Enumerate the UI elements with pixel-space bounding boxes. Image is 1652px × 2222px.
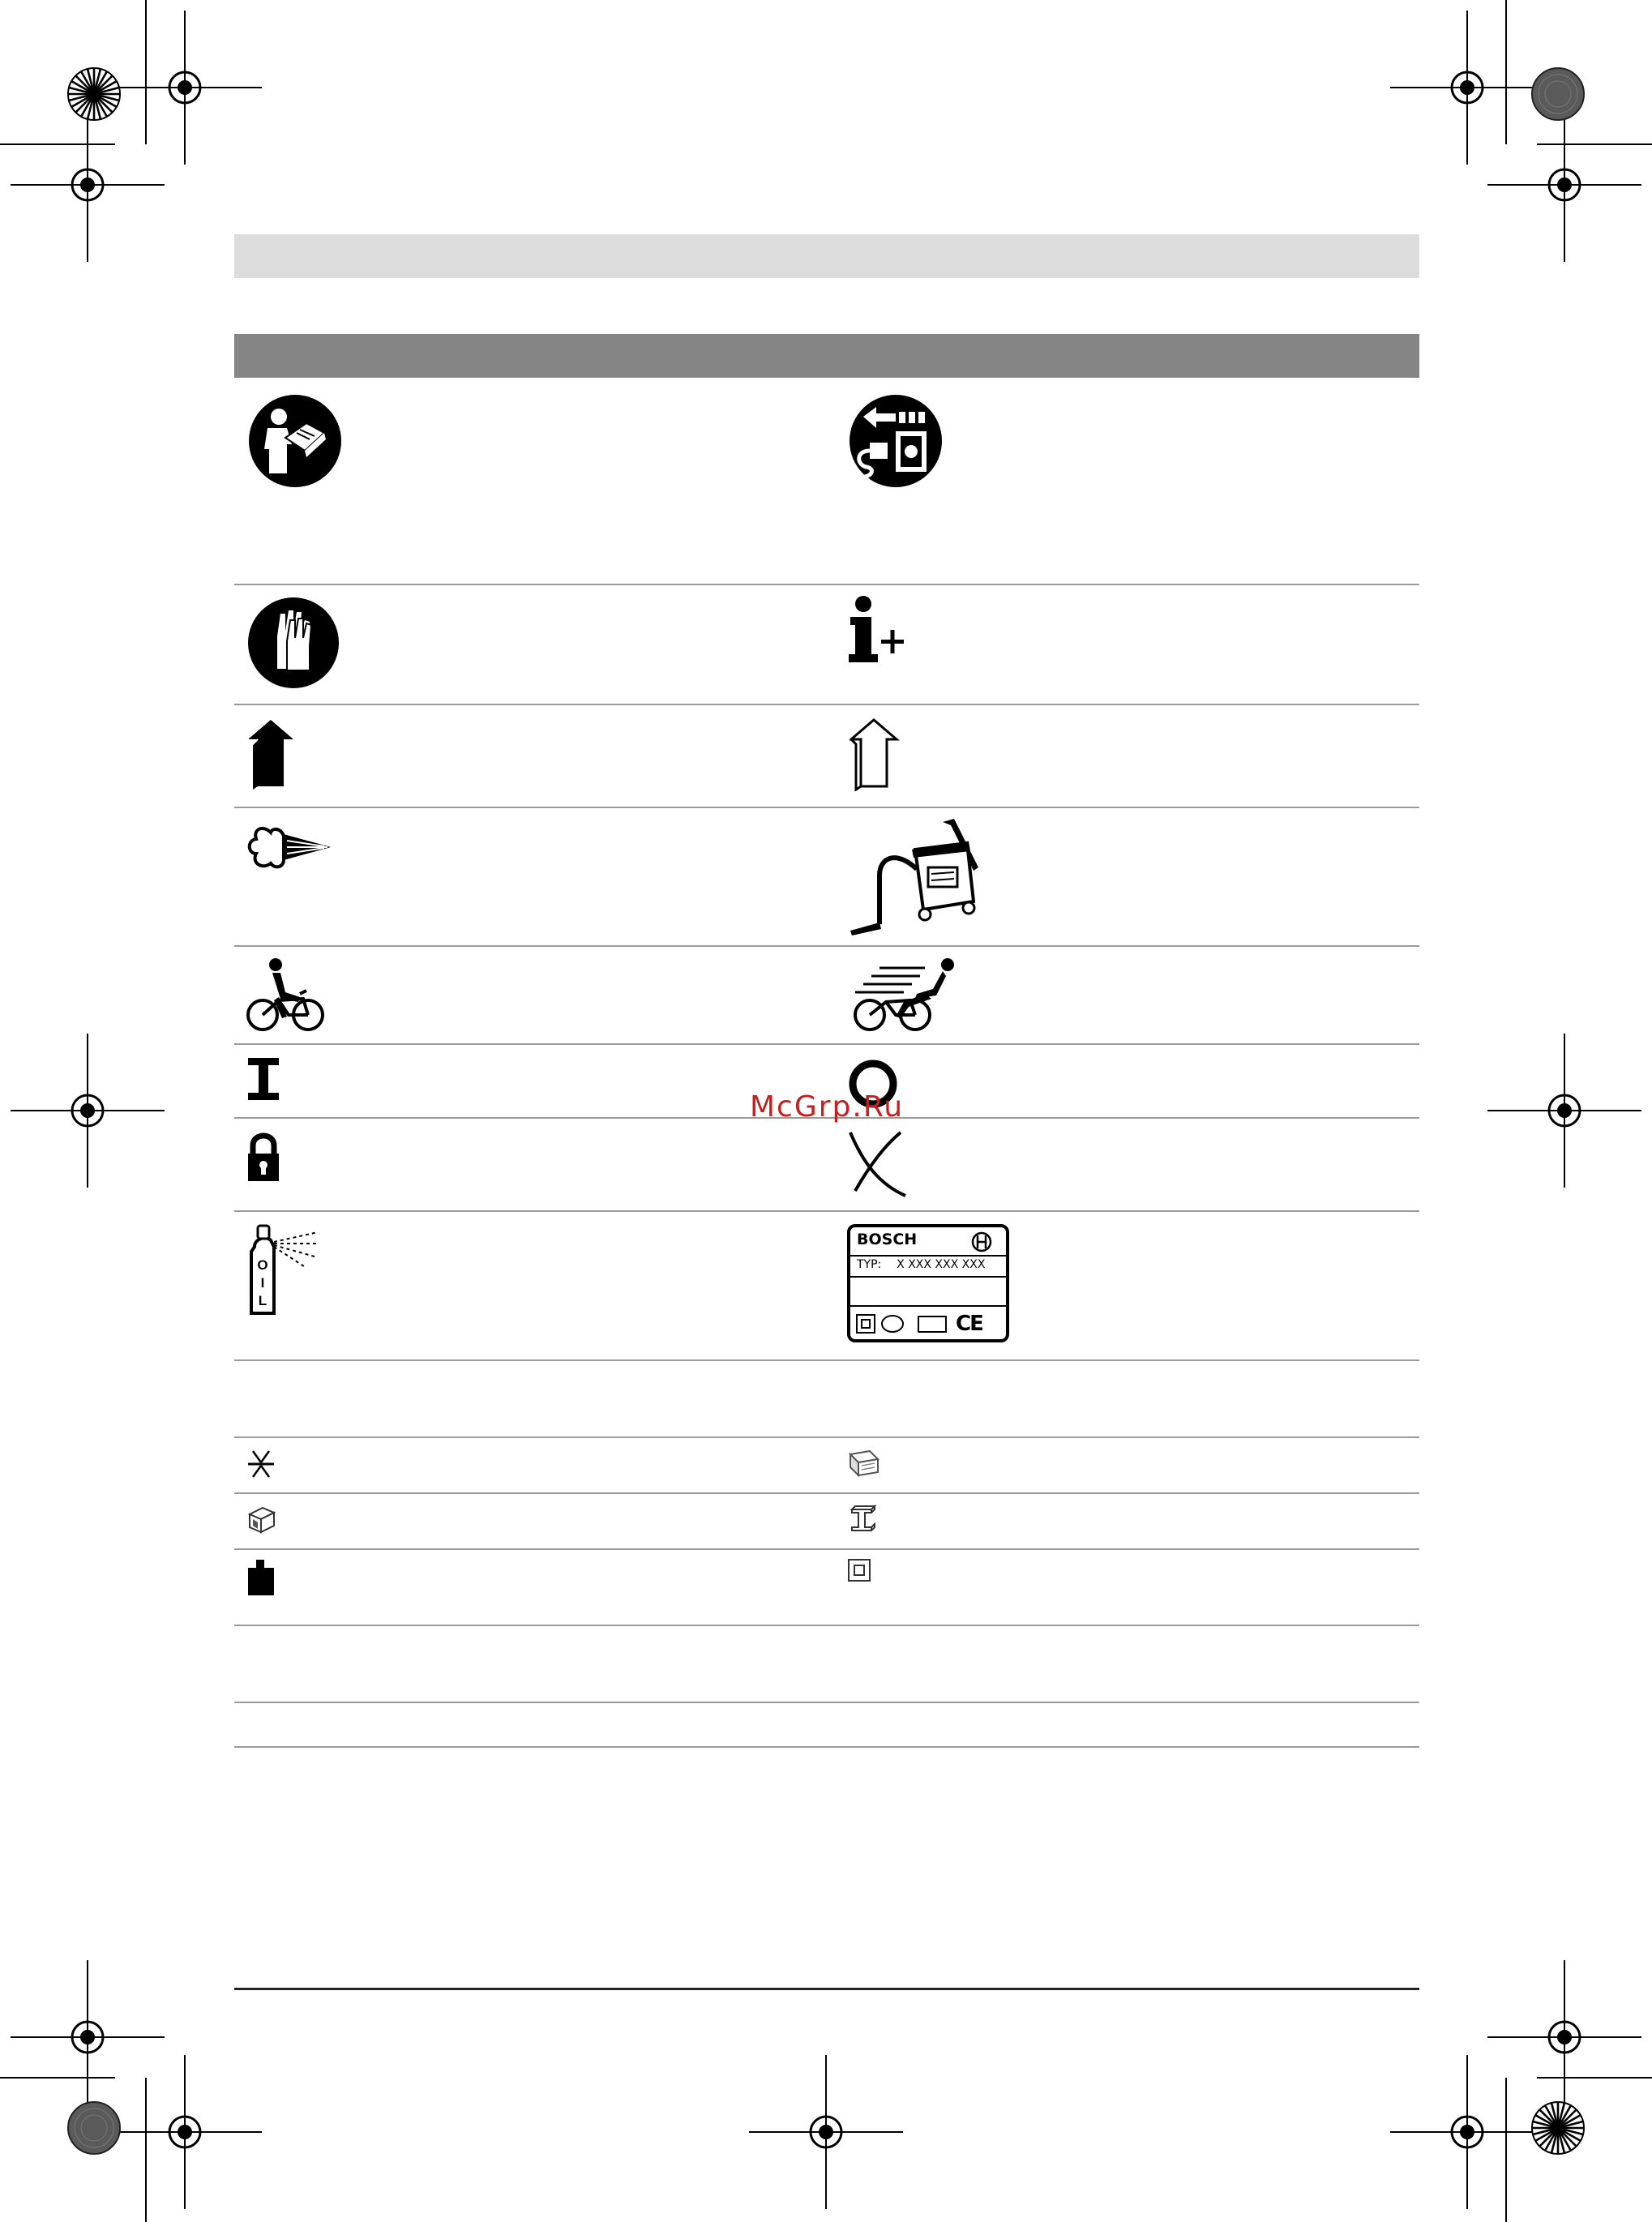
row-divider (234, 1359, 1419, 1361)
cutting-width-icon (246, 1448, 276, 1480)
ce-mark: CE (956, 1312, 982, 1336)
section-heading-bar (234, 334, 1419, 378)
outline-up-arrow-icon (850, 718, 900, 791)
rating-plate-brand: BOSCH (857, 1231, 918, 1248)
row-divider (234, 1210, 1419, 1212)
row-divider (234, 704, 1419, 705)
cross-icon (847, 1131, 909, 1199)
row-divider (234, 1043, 1419, 1045)
wood-cutting-icon (847, 1448, 881, 1479)
oil-spray-icon (246, 1222, 321, 1318)
row-divider (234, 1746, 1419, 1748)
row-divider (234, 807, 1419, 808)
unplug-icon (847, 392, 944, 490)
rating-plate-icon (847, 1224, 1009, 1342)
oil-letter: L (258, 1293, 267, 1308)
vacuum-cleaner-icon (847, 817, 985, 937)
dust-blast-icon (246, 823, 334, 873)
rating-plate-type-value: X XXX XXX XXX (897, 1258, 986, 1271)
header-bar-light (234, 234, 1419, 278)
row-divider (234, 1702, 1419, 1703)
oil-letter: O (257, 1257, 268, 1273)
rating-plate-type-label: TYP: (857, 1258, 882, 1271)
fast-cyclist-icon (847, 957, 961, 1034)
oil-letter: I (260, 1275, 265, 1291)
info-plus-icon (847, 596, 912, 666)
row-divider (234, 1548, 1419, 1550)
weight-icon (246, 1558, 276, 1599)
bosch-armature-icon (970, 1231, 993, 1253)
metal-cutting-icon (246, 1505, 279, 1535)
double-insulation-icon (847, 1558, 873, 1584)
row-divider (234, 945, 1419, 947)
row-divider (234, 1492, 1419, 1494)
on-switch-icon (246, 1056, 280, 1102)
filled-up-arrow-icon (246, 718, 297, 791)
read-manual-icon (246, 392, 344, 490)
steel-beam-icon (847, 1505, 879, 1535)
row-divider (234, 1625, 1419, 1626)
watermark: McGrp.Ru (750, 1090, 905, 1124)
row-divider (234, 584, 1419, 585)
lock-icon (246, 1131, 280, 1183)
slow-cyclist-icon (246, 957, 324, 1034)
footer-rule (234, 1988, 1419, 1990)
gloves-icon (246, 596, 340, 690)
row-divider (234, 1436, 1419, 1438)
